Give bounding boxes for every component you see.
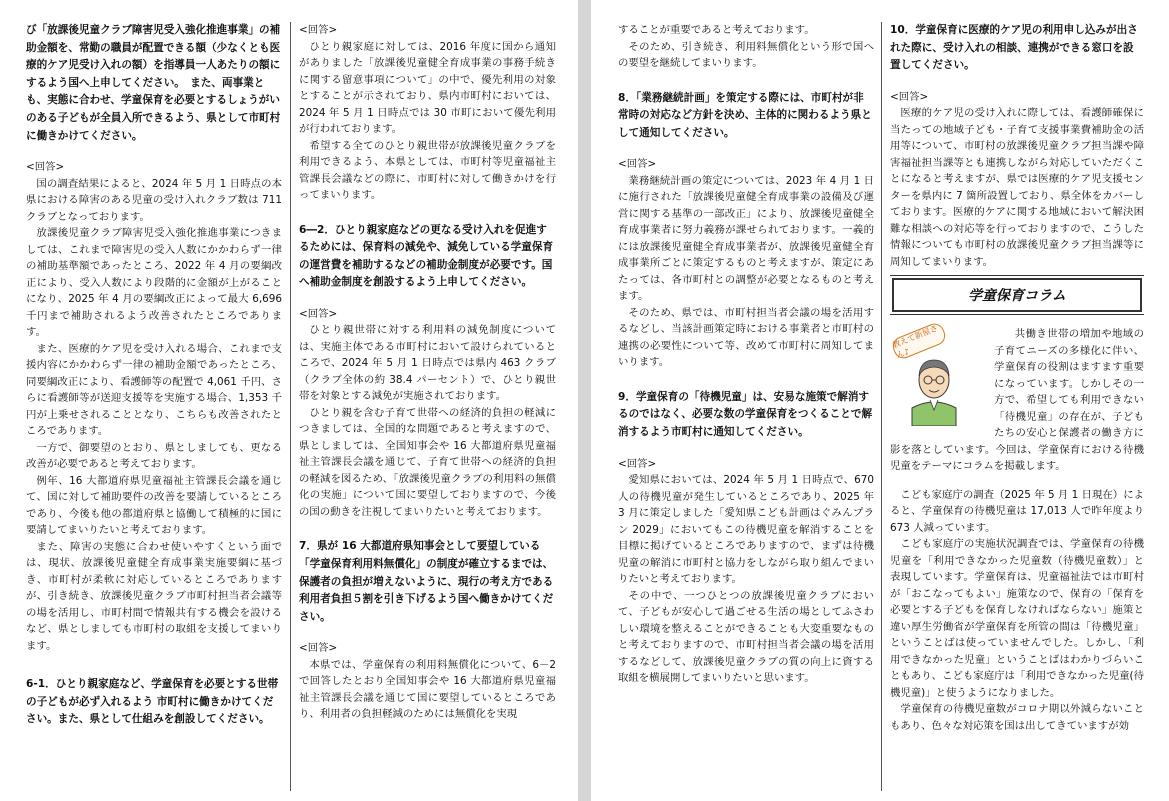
paragraph: 学童保育の待機児童数がコロナ期以外減らないこともあり、色々な対応策を国は出してきていますが効 bbox=[890, 703, 1144, 732]
answer-label: <回答> bbox=[26, 161, 65, 174]
answer-label: <回答> bbox=[299, 24, 338, 36]
paragraph: 放課後児童クラブ障害児受入強化推進事業につきましては、これまで障害児の受入人数にかかわらず一律の補助基準額であったところ、2022 年 4 月の要綱改正により、受入人数により段階的に金額が上がることになり、2025 年 4 月の要綱改正によって最大 6,696 千円まで補助されるよう改善されたところであります。 bbox=[26, 227, 282, 339]
heading-7: 7．県が 16 大都道府県知事会として要望している「学童保育利用料無償化」の制度が確立するまでは、保護者の負担が増えないように、現行の考え方である利用者負担５割を引き下げるよう国へ働きかけてください。 bbox=[299, 540, 554, 623]
mascot-face-icon bbox=[904, 346, 964, 426]
paragraph: 国の調査結果によると、2024 年 5 月 1 日時点の本県における障害のある児童の受け入れクラブ数は 711 クラブとなっております。 bbox=[26, 177, 282, 223]
answer-label: <回答> bbox=[890, 90, 929, 103]
paragraph: 一方で、御要望のとおり、県としましても、更なる改善が必要であると考えております。 bbox=[26, 441, 282, 471]
paragraph: 希望する全てのひとり親世帯が放課後児童クラブを利用できるよう、本県としては、市町村等児童福祉主管課長会議などの際に、市町村に対して働きかけを行ってまいります。 bbox=[299, 139, 556, 201]
column-divider bbox=[290, 22, 291, 791]
paragraph: こども家庭庁の実施状況調査では、学童保育の待機児童を「利用できなかった児童数（待機児童数）」と表現しています。学童保育は、児童福祉法では市町村が「おこなってもよい」施策なので、保育の「保育を必要とする子どもを保育しなければならない」施策と違い厚生労働省が学童保育を所管の間は「待機児童」ということばは使っていませんでした。しかし、「利用できなかった児童」ということばはわかりづらいこともあり、こども家庭庁は「利用できなかった児童(待機児童)」と使うようになりました。 bbox=[890, 538, 1144, 699]
paragraph: 例年、16 大都道府県児童福祉主管課長会議を通じて、国に対して補助要件の改善を要請しているところであり、今後も他の都道府県と協働して積極的に国に要請してまいりたいと考えております。 bbox=[26, 474, 282, 537]
column-1 bbox=[26, 22, 282, 801]
answer-label: <回答> bbox=[299, 307, 338, 320]
answer-label: <回答> bbox=[618, 158, 657, 171]
heading-8: 8．「業務継続計画」を策定する際には、市町村が非常時の対応など方針を決め、主体的に関わるよう県として通知してください。 bbox=[618, 91, 872, 139]
paragraph: 医療的ケア児の受け入れに際しては、看護師確保に当たっての地域子ども・子育て支援事業費補助金の活用等について、市町村の放課後児童クラブ担当課や障害福祉担当課等とも連携しながら対応していただくことになると考えますが、県では医療的ケア児支援センターを県内に 7 箇所設置しており、県全体をカバーしております。医療的ケアに関する地域において解決困難な相談への対応等を行っておりますので、こうした情報についても市町村の放課後児童クラブ担当課等に周知してまいります。 bbox=[890, 107, 1144, 268]
paragraph: その中で、一つひとつの放課後児童クラブにおいて、子どもが安心して過ごせる生活の場としてふさわしい環境を整えることができることも大変重要なものと考えておりますので、市町村担当者会議の場を活用するなどして、放課後児童クラブの質の向上に資する取組を横展開してまいりたいと思います。 bbox=[618, 589, 874, 685]
right-page bbox=[591, 0, 1169, 801]
column-title-box bbox=[892, 278, 1142, 312]
mascot-badge: 教えて新屋さん♪ bbox=[890, 321, 948, 362]
paragraph: また、医療的ケア児を受け入れる場合、これまで支援内容にかかわらず一律の補助金額であったところ、同要綱改正により、看護師等の配置で 4,061 千円、さらに看護師等が送迎支援等を実施する場合、1,353 千円が上乗せされることとなり、こちらも改善されたところであります。 bbox=[26, 342, 282, 438]
heading-9: 9．学童保育の「待機児童」は、安易な施策で解消するのではなく、必要な数の学童保育をつくることで解消するよう市町村に通知してください。 bbox=[618, 390, 873, 438]
answer-label: <回答> bbox=[618, 457, 657, 470]
paragraph: こども家庭庁の調査（2025 年 5 月 1 日現在）によると、学童保育の待機児童は 17,013 人で昨年度より 673 人減っています。 bbox=[890, 488, 1144, 534]
column-divider bbox=[881, 22, 882, 791]
paragraph: することが重要であると考えております。 bbox=[618, 24, 815, 36]
heading-6-1: 6-1．ひとり親家庭など、学童保育を必要とする世帯の子どもが必ず入れるよう 市町村に働きかけてください。また、県として仕組みを創設してください。 bbox=[26, 678, 279, 726]
lead-heading: び「放課後児童クラブ障害児受入強化推進事業」の補助金額を、常勤の職員が配置できる額（少なくとも医療的ケア児受け入れの額）を指導員一人あたりの額にするよう国へ上申してください。 また、両事業とも、実態に合わせ、学童保育を必要とするしょうがいのある子どもが全員入所できるよう、県として市町村に働きかけてください。 bbox=[26, 24, 281, 142]
paragraph: そのため、県では、市町村担当者会議の場を活用するなどし、当該計画策定時における事業者と市町村の連携の必要性について等、改めて市町村に周知してまいります。 bbox=[618, 306, 874, 369]
paragraph: ひとり親世帯に対する利用料の減免制度については、実施主体である市町村において設けられているところで、2024 年 5 月 1 日時点では県内 463 クラブ（クラブ全体の約 38.4 パーセント）で、ひとり親世帯を対象とする減免が実施されております。 bbox=[299, 324, 556, 403]
column-intro bbox=[890, 323, 1144, 475]
column-intro-text: 共働き世帯の増加や地域の子育てニーズの多様化に伴い、学童保育の役割はますます重要になっています。しかしその一方で、希望しても利用できない「待機児童」の存在が、子どもたちの安心と保護者の働き方に影を落としています。今回は、学童保育における待機児童をテーマにコラムを掲載します。 bbox=[890, 328, 1144, 473]
answer-label: <回答> bbox=[299, 642, 338, 655]
column-title: 学童保育コラム bbox=[968, 288, 1066, 305]
paragraph: また、障害の実態に合わせ使いやすくという面では、現状、放課後児童健全育成事業実施要綱に基づき、市町村が柔軟に対応しているところでありますが、引き続き、放課後児童クラブ市町村担当者会議等の場を活用し、市町村間で情報共有する機会を設けるなど、県としましても市町村の取組を支援してまいります。 bbox=[26, 540, 282, 652]
paragraph: そのため、引き続き、利用料無償化という形で国への要望を継続してまいります。 bbox=[618, 40, 874, 69]
column-4 bbox=[890, 22, 1144, 801]
column-3 bbox=[618, 22, 874, 801]
paragraph: 本県では、学童保育の利用料無償化について、6－2で回答したとおり全国知事会や 16 大都道府県児童福祉主管課長会議を通じて国に要望しているところであり、利用者の負担軽減のためには無償化を実現 bbox=[299, 658, 556, 721]
heading-10: 10．学童保育に医療的ケア児の利用申し込みが出された際に、受け入れの相談、連携ができる窓口を設置してください。 bbox=[890, 24, 1138, 72]
paragraph: 愛知県においては、2024 年 5 月 1 日時点で、670 人の待機児童が発生しているところであり、2025 年 3 月に策定しました「愛知県こども計画はぐみんプラン 2029」においてもこの待機児童を解消することを目標に掲げているところでありますので、まずは待機児童の解消に市町村と協力をしながら取り組んでまいりたいと考えております。 bbox=[618, 474, 874, 586]
paragraph: ひとり親を含む子育て世帯への経済的負担の軽減につきましては、全国的な問題であると考えますので、県としましては、全国知事会や 16 大都道府県児童福祉主管課長会議を通じて、子育て世帯への経済的負担の軽減を図るため、「放課後児童クラブの利用料の無償化の実施」について国に要望しておりますので、今後の国の動きを注視してまいりたいと考えております。 bbox=[299, 406, 556, 518]
paragraph: ひとり親家庭に対しては、2016 年度に国から通知がありました「放課後児童健全育成事業の事務手続きに関する留意事項について」の中で、優先利用の対象とすることが示されており、県内市町村においては、2024 年 5 月 1 日時点では 30 市町において優先利用が行われております。 bbox=[299, 40, 556, 135]
column-2 bbox=[299, 22, 556, 801]
left-page bbox=[0, 0, 578, 801]
heading-6-2: 6―2．ひとり親家庭などの更なる受け入れを促進するためには、保育料の減免や、減免している学童保育の運営費を補助するなどの補助金制度が必要です。国へ補助金制度を創設するよう上申してください。 bbox=[299, 223, 554, 289]
paragraph: 業務継続計画の策定については、2023 年 4 月 1 日に施行された「放課後児童健全育成事業の設備及び運営に関する基準の一部改正」により、放課後児童健全育成事業者に努力義務が課せられております。一義的には放課後児童健全育成事業者が、放課後児童健全育成事業所ごとに策定するものと考えますが、策定にあたっては、各市町村との調整が必要となるものと考えます。 bbox=[618, 174, 874, 303]
mascot-illustration bbox=[890, 323, 990, 432]
